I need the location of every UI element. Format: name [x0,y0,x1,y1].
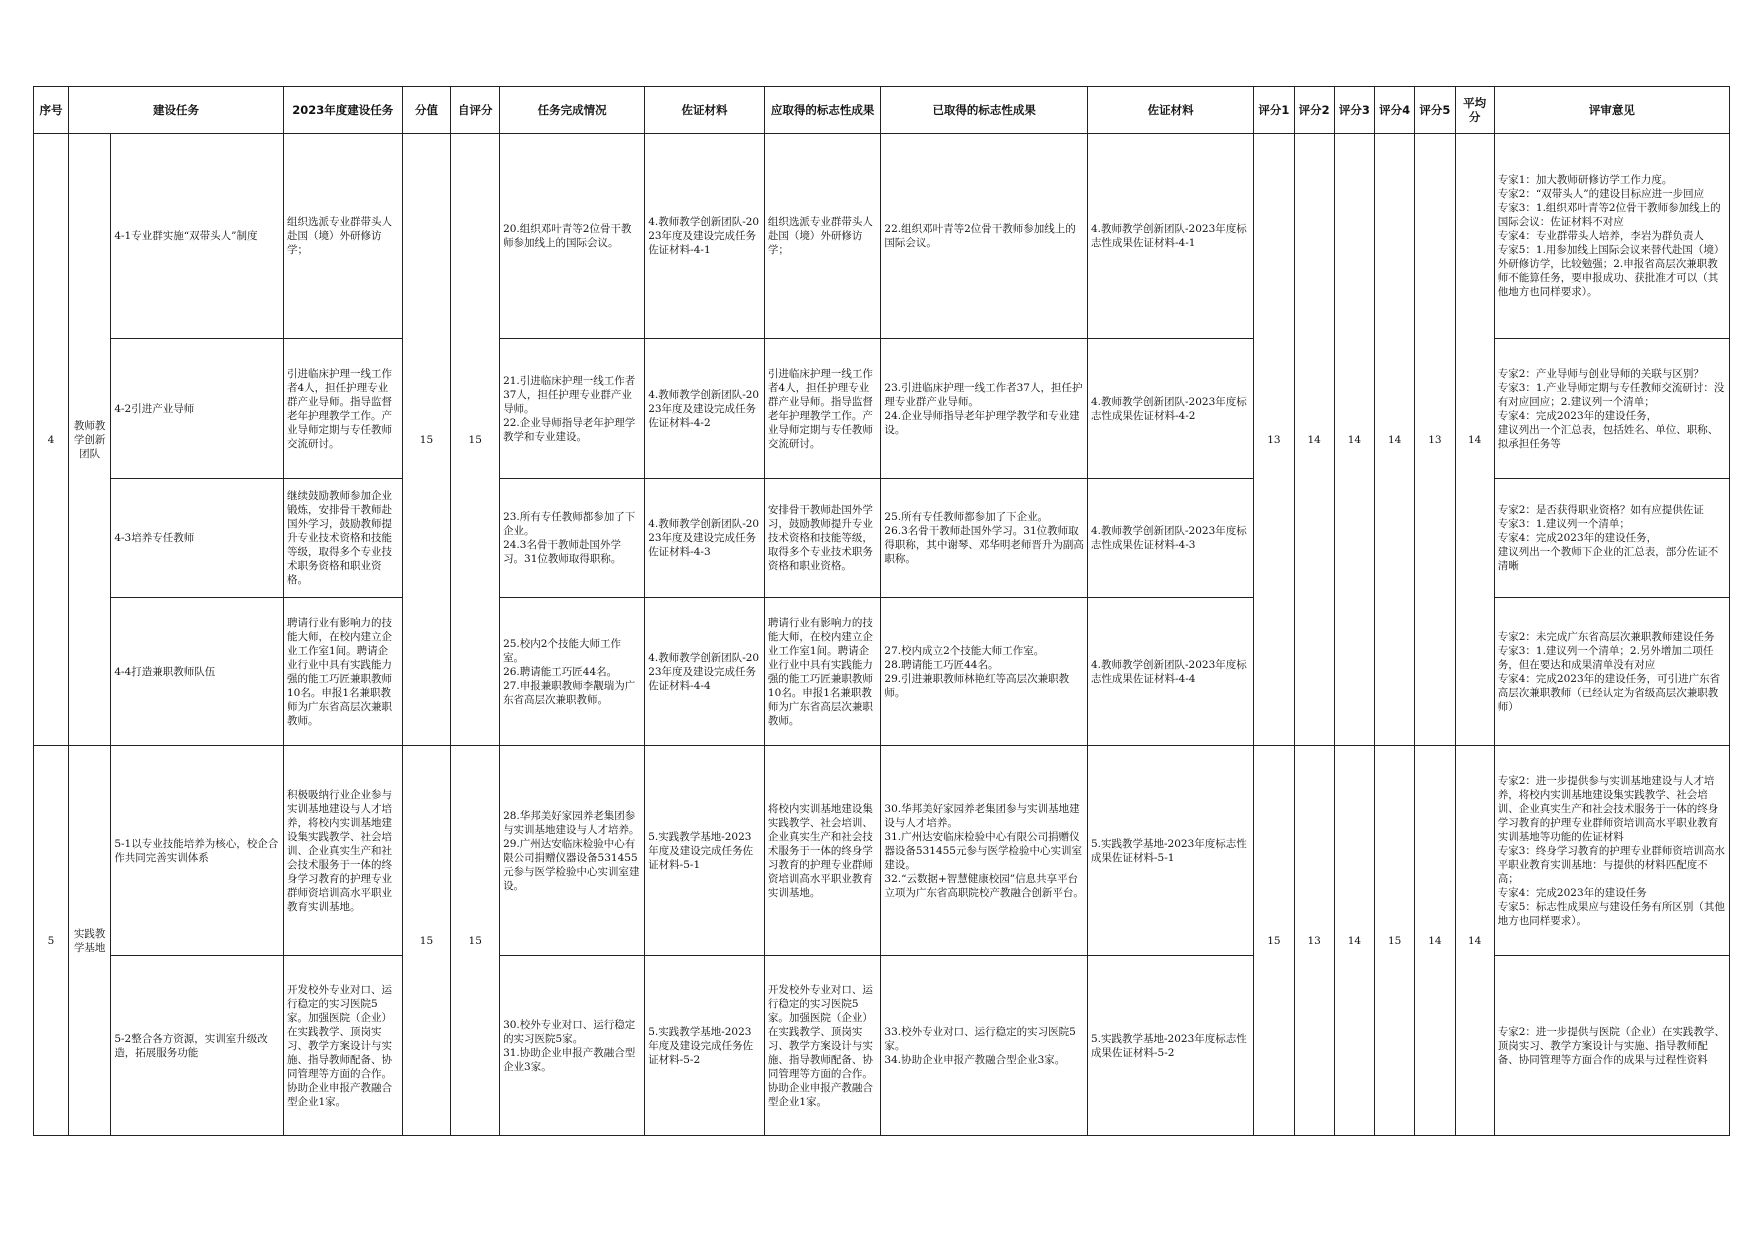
average-cell: 14 [1455,746,1494,1136]
subtask: 4-3培养专任教师 [111,479,284,598]
header-r4: 评分4 [1375,87,1415,134]
expected-cell: 组织选派专业群带头人赴国（境）外研修访学； [764,134,881,339]
subtask: 4-1专业群实施“双带头人”制度 [111,134,284,339]
header-done: 任务完成情况 [500,87,645,134]
header-avg: 平均分 [1455,87,1494,134]
expected-cell: 将校内实训基地建设集实践教学、社会培训、企业真实生产和社会技术服务于一体的终身学习教育的护理专业群师资培训高水平职业教育实训基地。 [764,746,881,956]
expected-cell: 引进临床护理一线工作者4人，担任护理专业群产业导师。指导监督老年护理教学工作。产业导师定期与专任教师交流研讨。 [764,339,881,479]
task2023: 积极吸纳行业企业参与实训基地建设与人才培养，将校内实训基地建设集实践教学、社会培训、企业真实生产和社会技术服务于一体的终身学习教育的护理专业群师资培训高水平职业教育实训基地。 [283,746,402,956]
subtask: 5-2整合各方资源，实训室升级改造，拓展服务功能 [111,956,284,1136]
evidence-cell: 4.教师教学创新团队-2023年度及建设完成任务佐证材料-4-1 [645,134,765,339]
subtask: 4-2引进产业导师 [111,339,284,479]
comment-cell: 专家2：产业导师与创业导师的关联与区别？ 专家3：1.产业导师定期与专任教师交流研讨：没有对应回应；2.建议列一个清单； 专家4：完成2023年的建设任务， 建议列出一个汇总表，包括姓名、单位、职称、拟承担任务等 [1494,339,1729,479]
header-evidence: 佐证材料 [645,87,765,134]
task2023: 组织选派专业群带头人赴国（境）外研修访学； [283,134,402,339]
task-category: 教师教学创新团队 [68,134,110,746]
score-cell: 15 [402,134,451,746]
comment-cell: 专家2：进一步提供参与实训基地建设与人才培养，将校内实训基地建设集实践教学、社会培训、企业真实生产和社会技术服务于一体的终身学习教育的护理专业群师资培训高水平职业教育实训基地等功能的佐证材料 专家3：终身学习教育的护理专业群师资培训高水平职业教育实训基地：与提供的材料匹配度不高； 专家4：完成2023年的建设任务 专家5：标志性成果应与建设任务有所区别（其他地方也同样要求）。 [1494,746,1729,956]
comment-cell: 专家1：加大教师研修访学工作力度。 专家2：“双带头人”的建设目标应进一步回应 专家3：1.组织邓叶青等2位骨干教师参加线上的国际会议：佐证材料不对应 专家4：专业群带头人培养，李岩为群负责人 专家5：1.用参加线上国际会议来替代赴国（境）外研修访学，比较勉强；2.申报省高层次兼职教师不能算任务，要申报成功、获批准才可以（其他地方也同样要求）。 [1494,134,1729,339]
header-evidence2: 佐证材料 [1087,87,1253,134]
evidence2-cell: 4.教师教学创新团队-2023年度标志性成果佐证材料-4-4 [1087,598,1253,746]
evidence2-cell: 4.教师教学创新团队-2023年度标志性成果佐证材料-4-1 [1087,134,1253,339]
done-cell: 28.华邦美好家园养老集团参与实训基地建设与人才培养。 29.广州达安临床检验中心有限公司捐赠仪器设备531455元参与医学检验中心实训室建设。 [500,746,645,956]
task2023: 引进临床护理一线工作者4人，担任护理专业群产业导师。指导监督老年护理教学工作。产业导师定期与专任教师交流研讨。 [283,339,402,479]
header-task: 建设任务 [68,87,283,134]
table-row [34,134,1730,339]
header-expected: 应取得的标志性成果 [764,87,881,134]
achieved-cell: 22.组织邓叶青等2位骨干教师参加线上的国际会议。 [881,134,1088,339]
rating5-cell: 13 [1415,134,1455,746]
done-cell: 25.校内2个技能大师工作室。 26.聘请能工巧匠44名。 27.申报兼职教师李觏瑞为广东省高层次兼职教师。 [500,598,645,746]
rating2-cell: 13 [1294,746,1334,1136]
subtask: 5-1以专业技能培养为核心，校企合作共同完善实训体系 [111,746,284,956]
rating1-cell: 15 [1254,746,1294,1136]
task-category: 实践教学基地 [68,746,110,1136]
done-cell: 23.所有专任教师都参加了下企业。 24.3名骨干教师赴国外学习。31位教师取得职称。 [500,479,645,598]
achieved-cell: 23.引进临床护理一线工作者37人，担任护理专业群产业导师。 24.企业导师指导老年护理学教学和专业建设。 [881,339,1088,479]
evidence-cell: 5.实践教学基地-2023年度及建设完成任务佐证材料-5-2 [645,956,765,1136]
rating3-cell: 14 [1334,134,1374,746]
rating5-cell: 14 [1415,746,1455,1136]
comment-cell: 专家2：未完成广东省高层次兼职教师建设任务 专家3：1.建议列一个清单；2.另外增加二项任务，但在要达和成果清单没有对应 专家4：完成2023年的建设任务，可引进广东省高层次兼职教师（已经认定为省级高层次兼职教师） [1494,598,1729,746]
header-score: 分值 [402,87,451,134]
rating3-cell: 14 [1334,746,1374,1136]
done-cell: 20.组织邓叶青等2位骨干教师参加线上的国际会议。 [500,134,645,339]
seq-cell: 4 [34,134,69,746]
rating1-cell: 13 [1254,134,1294,746]
rating4-cell: 14 [1375,134,1415,746]
header-achieved: 已取得的标志性成果 [881,87,1088,134]
comment-cell: 专家2：是否获得职业资格？如有应提供佐证 专家3：1.建议列一个清单； 专家4：完成2023年的建设任务， 建议列出一个教师下企业的汇总表，部分佐证不清晰 [1494,479,1729,598]
evaluation-table [33,86,1730,1136]
task2023: 聘请行业有影响力的技能大师，在校内建立企业工作室1间。聘请企业行业中具有实践能力强的能工巧匠兼职教师10名。申报1名兼职教师为广东省高层次兼职教师。 [283,598,402,746]
done-cell: 21.引进临床护理一线工作者37人，担任护理专业群产业导师。 22.企业导师指导老年护理学教学和专业建设。 [500,339,645,479]
evidence2-cell: 4.教师教学创新团队-2023年度标志性成果佐证材料-4-2 [1087,339,1253,479]
header-comment: 评审意见 [1494,87,1729,134]
task2023: 继续鼓励教师参加企业锻炼，安排骨干教师赴国外学习，鼓励教师提升专业技术资格和技能等级，取得多个专业技术职务资格和职业资格。 [283,479,402,598]
average-cell: 14 [1455,134,1494,746]
header-r1: 评分1 [1254,87,1294,134]
achieved-cell: 30.华邦美好家园养老集团参与实训基地建设与人才培养。 31.广州达安临床检验中心有限公司捐赠仪器设备531455元参与医学检验中心实训室建设。 32.“云数据+智慧健康校园”信息共享平台立项为广东省高职院校产教融合创新平台。 [881,746,1088,956]
achieved-cell: 33.校外专业对口、运行稳定的实习医院5家。 34.协助企业申报产教融合型企业3家。 [881,956,1088,1136]
rating4-cell: 15 [1375,746,1415,1136]
done-cell: 30.校外专业对口、运行稳定的实习医院5家。 31.协助企业申报产教融合型企业3家。 [500,956,645,1136]
score-cell: 15 [402,746,451,1136]
achieved-cell: 27.校内成立2个技能大师工作室。 28.聘请能工巧匠44名。 29.引进兼职教师林艳红等高层次兼职教师。 [881,598,1088,746]
evidence-cell: 5.实践教学基地-2023年度及建设完成任务佐证材料-5-1 [645,746,765,956]
evidence-cell: 4.教师教学创新团队-2023年度及建设完成任务佐证材料-4-2 [645,339,765,479]
self-score-cell: 15 [451,746,500,1136]
task2023: 开发校外专业对口、运行稳定的实习医院5家。加强医院（企业）在实践教学、顶岗实习、教学方案设计与实施、指导教师配备、协同管理等方面的合作。协助企业申报产教融合型企业1家。 [283,956,402,1136]
comment-cell: 专家2：进一步提供与医院（企业）在实践教学、顶岗实习、教学方案设计与实施、指导教师配备、协同管理等方面合作的成果与过程性资料 [1494,956,1729,1136]
subtask: 4-4打造兼职教师队伍 [111,598,284,746]
evidence-cell: 4.教师教学创新团队-2023年度及建设完成任务佐证材料-4-4 [645,598,765,746]
seq-cell: 5 [34,746,69,1136]
expected-cell: 聘请行业有影响力的技能大师，在校内建立企业工作室1间。聘请企业行业中具有实践能力强的能工巧匠兼职教师10名。申报1名兼职教师为广东省高层次兼职教师。 [764,598,881,746]
evidence2-cell: 5.实践教学基地-2023年度标志性成果佐证材料-5-2 [1087,956,1253,1136]
expected-cell: 开发校外专业对口、运行稳定的实习医院5家。加强医院（企业）在实践教学、顶岗实习、教学方案设计与实施、指导教师配备、协同管理等方面的合作。协助企业申报产教融合型企业1家。 [764,956,881,1136]
table-row [34,746,1730,956]
header-r5: 评分5 [1415,87,1455,134]
header-r3: 评分3 [1334,87,1374,134]
header-row [34,87,1730,134]
evidence-cell: 4.教师教学创新团队-2023年度及建设完成任务佐证材料-4-3 [645,479,765,598]
header-seq: 序号 [34,87,69,134]
header-r2: 评分2 [1294,87,1334,134]
rating2-cell: 14 [1294,134,1334,746]
header-self-score: 自评分 [451,87,500,134]
evidence2-cell: 5.实践教学基地-2023年度标志性成果佐证材料-5-1 [1087,746,1253,956]
self-score-cell: 15 [451,134,500,746]
header-task2023: 2023年度建设任务 [283,87,402,134]
expected-cell: 安排骨干教师赴国外学习，鼓励教师提升专业技术资格和技能等级，取得多个专业技术职务资格和职业资格。 [764,479,881,598]
evidence2-cell: 4.教师教学创新团队-2023年度标志性成果佐证材料-4-3 [1087,479,1253,598]
achieved-cell: 25.所有专任教师都参加了下企业。 26.3名骨干教师赴国外学习。31位教师取得职称，其中谢琴、邓华明老师晋升为副高职称。 [881,479,1088,598]
